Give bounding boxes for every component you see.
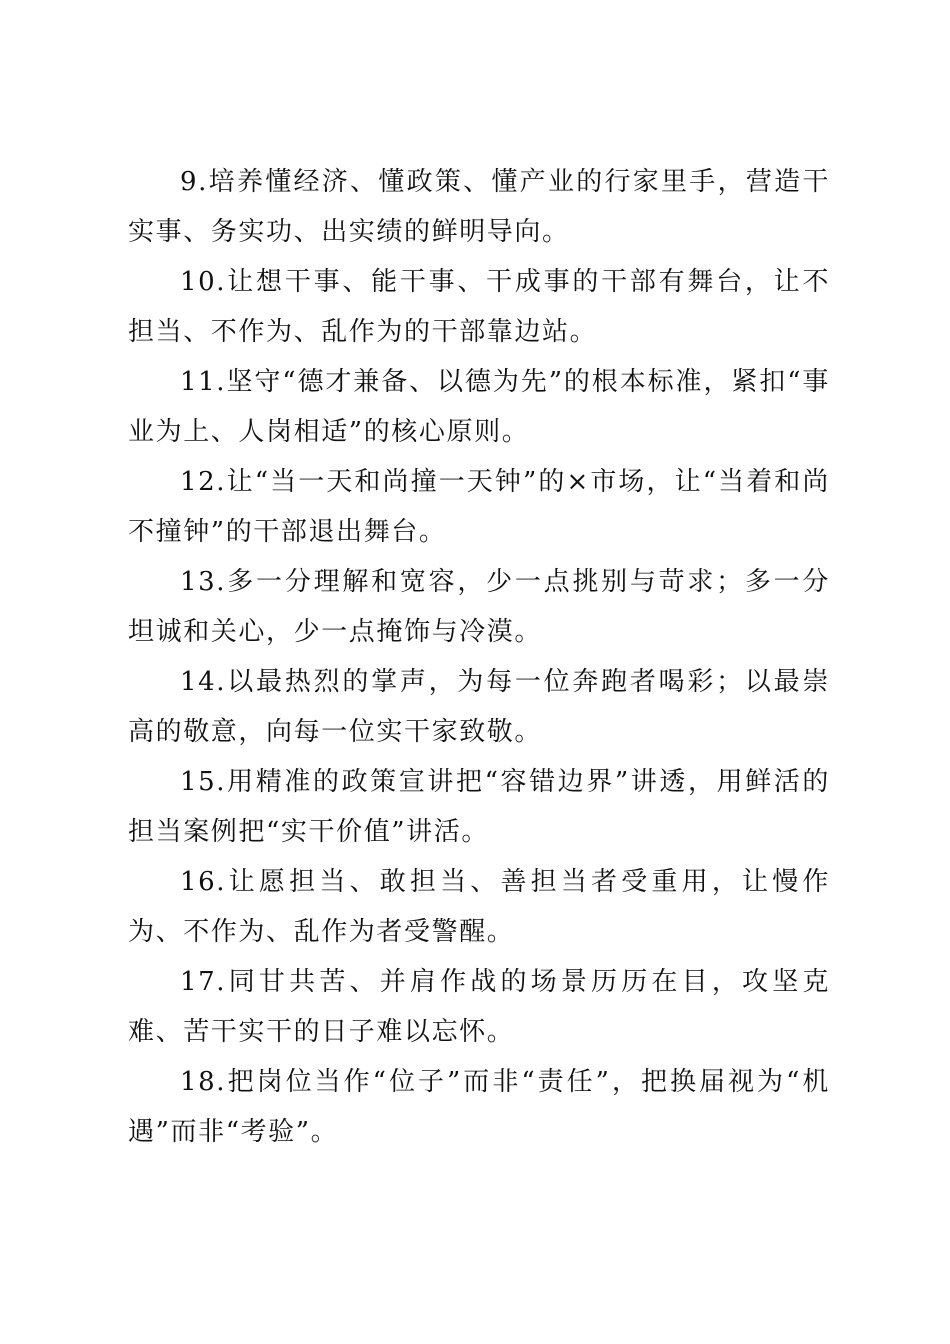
list-item: 9.培养懂经济、懂政策、懂产业的行家里手，营造干实事、务实功、出实绩的鲜明导向。 (128, 167, 830, 247)
list-item: 10.让想干事、能干事、干成事的干部有舞台，让不担当、不作为、乱作为的干部靠边站。 (128, 267, 830, 347)
list-item: 13.多一分理解和宽容，少一点挑别与苛求；多一分坦诚和关心，少一点掩饰与冷漠。 (128, 567, 830, 647)
list-item: 12.让“当一天和尚撞一天钟”的×市场，让“当着和尚不撞钟”的干部退出舞台。 (128, 467, 830, 547)
list-item: 15.用精准的政策宣讲把“容错边界”讲透，用鲜活的担当案例把“实干价值”讲活。 (128, 767, 830, 847)
list-item: 14.以最热烈的掌声，为每一位奔跑者喝彩；以最崇高的敬意，向每一位实干家致敬。 (128, 667, 830, 747)
list-item: 11.坚守“德才兼备、以德为先”的根本标准，紧扣“事业为上、人岗相适”的核心原则。 (128, 367, 830, 447)
list-item: 17.同甘共苦、并肩作战的场景历历在目，攻坚克难、苦干实干的日子难以忘怀。 (128, 967, 830, 1047)
document-body (128, 157, 830, 1157)
list-item: 16.让愿担当、敢担当、善担当者受重用，让慢作为、不作为、乱作为者受警醒。 (128, 867, 830, 947)
list-item: 18.把岗位当作“位子”而非“责任”，把换届视为“机遇”而非“考验”。 (128, 1067, 830, 1147)
